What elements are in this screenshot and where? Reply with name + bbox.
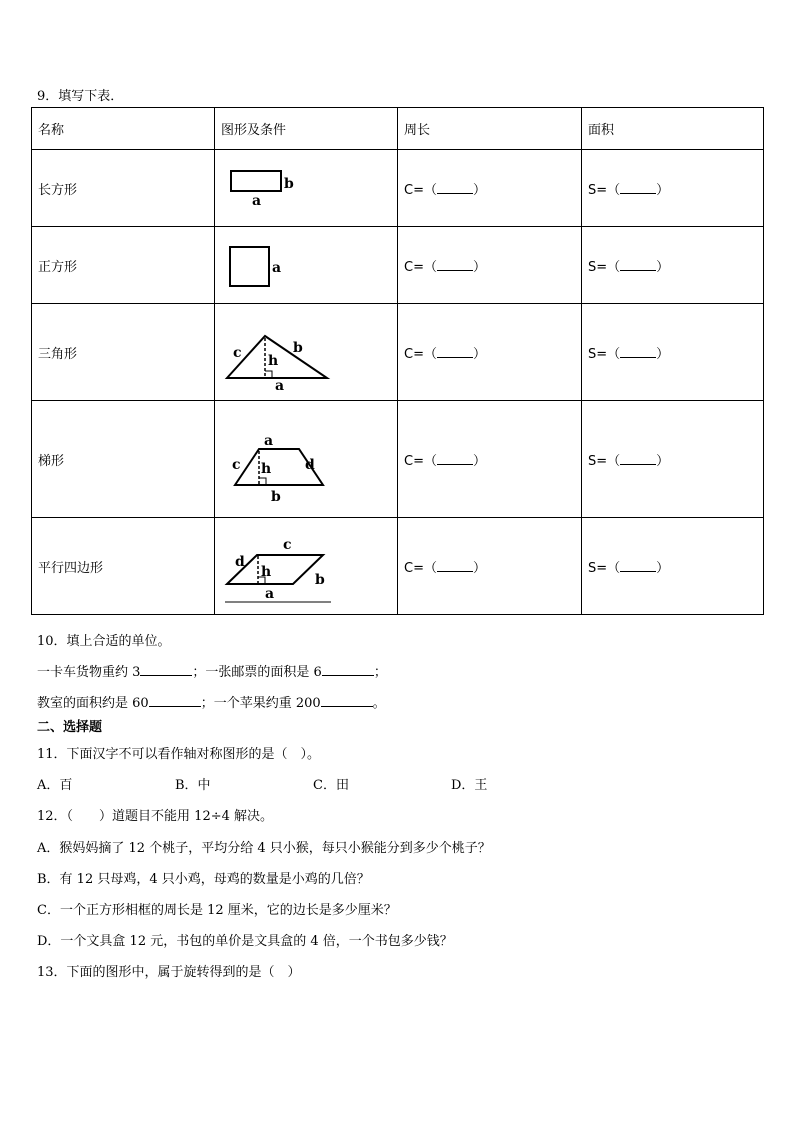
area-cell: S=（ ）: [582, 401, 764, 518]
svg-text:b: b: [315, 572, 325, 588]
q13-title: 13．下面的图形中，属于旋转得到的是（ ）: [37, 965, 301, 980]
row-name: 长方形: [32, 150, 215, 227]
option-d[interactable]: D．王: [451, 778, 488, 793]
perimeter-cell: C=（ ）: [398, 304, 582, 401]
q11-options: [37, 774, 487, 793]
svg-text:a: a: [264, 433, 274, 449]
svg-text:b: b: [293, 340, 303, 356]
table-header-row: [32, 108, 764, 150]
svg-text:a: a: [275, 378, 285, 394]
row-name: 梯形: [32, 401, 215, 518]
svg-text:a: a: [272, 260, 282, 276]
answer-blank[interactable]: [620, 452, 656, 465]
svg-text:b: b: [284, 176, 294, 192]
answer-blank[interactable]: [437, 452, 473, 465]
answer-blank[interactable]: [437, 258, 473, 271]
answer-blank[interactable]: [620, 258, 656, 271]
header-name: 名称: [32, 108, 215, 150]
area-cell: S=（ ）: [582, 304, 764, 401]
perimeter-cell: C=（ ）: [398, 227, 582, 304]
perimeter-cell: C=（ ）: [398, 150, 582, 227]
perimeter-cell: C=（ ）: [398, 518, 582, 615]
option-a[interactable]: A．百: [37, 778, 73, 793]
area-cell: S=（ ）: [582, 518, 764, 615]
triangle-figure: [215, 304, 398, 401]
answer-blank[interactable]: [437, 345, 473, 358]
header-figure: 图形及条件: [215, 108, 398, 150]
svg-text:a: a: [252, 193, 262, 209]
shape-table: [31, 107, 764, 615]
table-row: [32, 227, 764, 304]
svg-text:h: h: [261, 564, 272, 580]
perimeter-cell: C=（ ）: [398, 401, 582, 518]
svg-text:c: c: [283, 537, 292, 553]
option-d[interactable]: D．一个文具盒 12 元，书包的单价是文具盒的 4 倍，一个书包多少钱？: [37, 934, 453, 949]
table-row: [32, 401, 764, 518]
table-row: [32, 518, 764, 615]
answer-blank[interactable]: [322, 663, 374, 676]
answer-blank[interactable]: [620, 181, 656, 194]
rectangle-figure: [215, 150, 398, 227]
section-title: 二、选择题: [37, 720, 103, 735]
q10-title: 10．填上合适的单位。: [37, 634, 171, 649]
header-area: 面积: [582, 108, 764, 150]
svg-text:d: d: [235, 554, 245, 570]
answer-blank[interactable]: [437, 559, 473, 572]
row-name: 三角形: [32, 304, 215, 401]
option-b[interactable]: B．有 12 只母鸡，4 只小鸡，母鸡的数量是小鸡的几倍？: [37, 872, 370, 887]
option-c[interactable]: C．一个正方形相框的周长是 12 厘米，它的边长是多少厘米？: [37, 903, 397, 918]
header-perimeter: 周长: [398, 108, 582, 150]
answer-blank[interactable]: [140, 663, 192, 676]
answer-blank[interactable]: [437, 181, 473, 194]
q10-line-2: 教室的面积约是 60 ；一个苹果约重 200 。: [37, 696, 386, 711]
svg-text:h: h: [261, 461, 272, 477]
q9-title: 9．填写下表．: [37, 89, 124, 104]
q10-line-1: 一卡车货物重约 3 ；一张邮票的面积是 6 ；: [37, 665, 387, 680]
table-row: [32, 150, 764, 227]
answer-blank[interactable]: [149, 694, 201, 707]
row-name: 平行四边形: [32, 518, 215, 615]
answer-blank[interactable]: [620, 345, 656, 358]
svg-text:b: b: [271, 489, 281, 505]
answer-blank[interactable]: [321, 694, 373, 707]
trapezoid-figure: [215, 401, 398, 518]
area-cell: S=（ ）: [582, 227, 764, 304]
square-figure: [215, 227, 398, 304]
svg-text:h: h: [268, 353, 279, 369]
q12-title: 12．（ ）道题目不能用 12÷4 解决。: [37, 809, 274, 824]
svg-text:c: c: [232, 457, 241, 473]
answer-blank[interactable]: [620, 559, 656, 572]
row-name: 正方形: [32, 227, 215, 304]
q11-title: 11．下面汉字不可以看作轴对称图形的是（ ）。: [37, 747, 321, 762]
svg-text:a: a: [265, 586, 275, 602]
option-b[interactable]: B．中: [175, 778, 211, 793]
table-row: [32, 304, 764, 401]
parallelogram-figure: [215, 518, 398, 615]
option-a[interactable]: A．猴妈妈摘了 12 个桃子，平均分给 4 只小猴，每只小猴能分到多少个桃子？: [37, 841, 491, 856]
area-cell: S=（ ）: [582, 150, 764, 227]
svg-text:c: c: [233, 345, 242, 361]
svg-text:d: d: [305, 457, 315, 473]
option-c[interactable]: C．田: [313, 778, 349, 793]
